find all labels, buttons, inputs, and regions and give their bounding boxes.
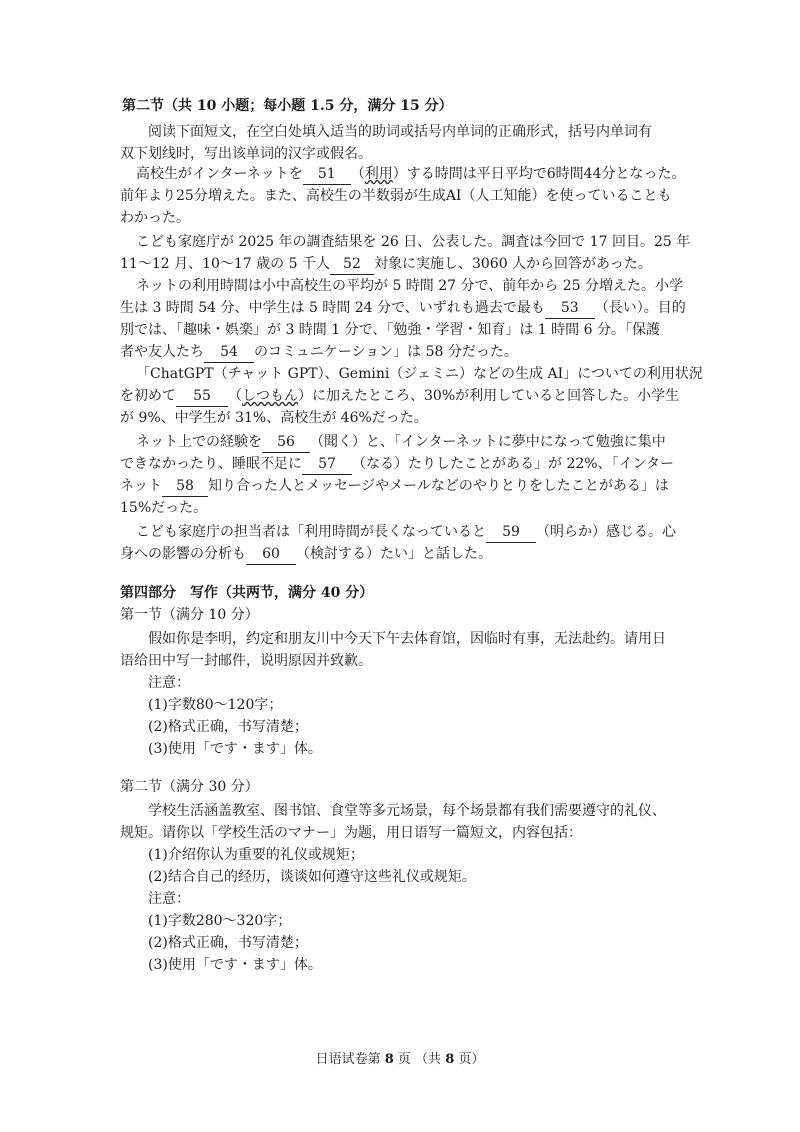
writing-task-line: 假如你是李明，约定和朋友川中今天下午去体育馆，因临时有事，无法赴约。请用日 <box>148 631 666 647</box>
passage-line: を初めて 55 （しつもん）に加えたところ、30%が利用していると回答した。小学生 <box>120 386 679 407</box>
blank-55: 55 <box>176 386 228 407</box>
content-item: (2)结合自己的经历，谈谈如何遵守这些礼仪或规矩。 <box>148 869 476 885</box>
writing-task-line: 规矩。请你以「学校生活のマナー」为题，用日语写一篇短文，内容包括： <box>120 825 582 841</box>
note-item: (3)使用「です・ます」体。 <box>148 741 322 757</box>
blank-59: 59 <box>486 522 536 543</box>
passage-line: 11～12 月、10～17 歳の 5 千人 52 対象に実施し、3060 人から回答があった。 <box>120 254 652 275</box>
blank-54: 54 <box>204 342 254 363</box>
note-item: (3)使用「です・ます」体。 <box>148 957 322 973</box>
passage-line: 前年より25分増えた。また、高校生の半数弱が生成AI（人工知能）を使っていることも <box>120 188 672 204</box>
double-underlined-word: 利用 <box>364 166 393 182</box>
passage-line: 身への影響の分析も 60 （検討する）たい」と話した。 <box>120 544 492 565</box>
passage-line: こども家庭庁の担当者は「利用時間が長くなっていると 59 （明らか）感じる。心 <box>136 522 676 543</box>
passage-line: ネットの利用時間は小中高校生の平均が 5 時間 27 分で、前年から 25 分増えた。小学 <box>136 278 683 294</box>
passage-line: 別では、「趣味・娯楽」が 3 時間 1 分で、「勉強・学習・知育」は 1 時間 6 分。「保護 <box>120 322 660 338</box>
instruction-line-1: 阅读下面短文，在空白处填入适当的助词或括号内单词的正确形式，括号内单词有 <box>148 124 652 140</box>
blank-51: 51 <box>303 164 351 185</box>
blank-52: 52 <box>330 254 374 275</box>
section-2-heading: 第二节（共 10 小题；每小题 1.5 分，满分 15 分） <box>122 98 453 114</box>
note-item: (2)格式正确，书写清楚； <box>148 719 308 735</box>
passage-line: 者や友人たち 54 のコミュニケーション」は 58 分だった。 <box>120 342 518 363</box>
passage-line: できなかったり、睡眠不足に 57 （なる）たりしたことがある」が 22%、「インター <box>120 454 674 475</box>
content-item: (1)介绍你认为重要的礼仪或规矩； <box>148 847 364 863</box>
blank-60: 60 <box>246 544 296 565</box>
passage-line: 生は 3 時間 54 分、中学生は 5 時間 24 分で、いずれも過去で最も 53 （長い）。目的 <box>120 298 686 319</box>
part-4-heading: 第四部分 写作（共两节，满分 40 分） <box>120 585 374 601</box>
instruction-line-2: 双下划线时，写出该单词的汉字或假名。 <box>120 146 372 162</box>
double-underlined-word: しつもん <box>242 388 298 404</box>
blank-57: 57 <box>302 454 352 475</box>
note-label: 注意： <box>148 891 190 907</box>
passage-line: が 9%、中学生が 31%、高校生が 46%だった。 <box>120 410 428 426</box>
passage-line: ネット上での経験を 56 （聞く）と、「インターネットに夢中になって勉強に集中 <box>136 432 666 453</box>
page-footer: 日语试卷第 8 页 （共 8 页） <box>315 1052 485 1067</box>
blank-58: 58 <box>162 476 208 497</box>
note-label: 注意： <box>148 675 190 691</box>
passage-line: 「ChatGPT（チャット GPT）、Gemini（ジェミニ）などの生成 AI」についての利用状況 <box>136 366 703 382</box>
note-item: (2)格式正确，书写清楚； <box>148 935 308 951</box>
note-item: (1)字数280～320字； <box>148 913 292 929</box>
writing-task-line: 学校生活涵盖教室、图书馆、食堂等多元场景，每个场景都有我们需要遵守的礼仪、 <box>148 803 666 819</box>
passage-line: ネット 58 知り合った人とメッセージやメールなどのやりとりをしたことがある」は <box>120 476 669 497</box>
passage-line: 15%だった。 <box>120 500 208 516</box>
blank-56: 56 <box>262 432 310 453</box>
note-item: (1)字数80～120字； <box>148 697 283 713</box>
page-total: 8 <box>445 1052 455 1067</box>
passage-line: こども家庭庁が 2025 年の調査結果を 26 日、公表した。調査は今回で 17 回目。25 年 <box>136 234 691 250</box>
page-number: 8 <box>384 1052 394 1067</box>
passage-line: 高校生がインターネットを 51 （利用）する時間は平日平均で6時間44分となった。 <box>136 164 685 185</box>
blank-53: 53 <box>545 298 595 319</box>
writing-section-2-heading: 第二节（满分 30 分） <box>120 779 259 795</box>
writing-task-line: 语给田中写一封邮件，说明原因并致歉。 <box>120 653 372 669</box>
passage-line: わかった。 <box>120 210 190 226</box>
writing-section-1-heading: 第一节（满分 10 分） <box>120 607 259 623</box>
